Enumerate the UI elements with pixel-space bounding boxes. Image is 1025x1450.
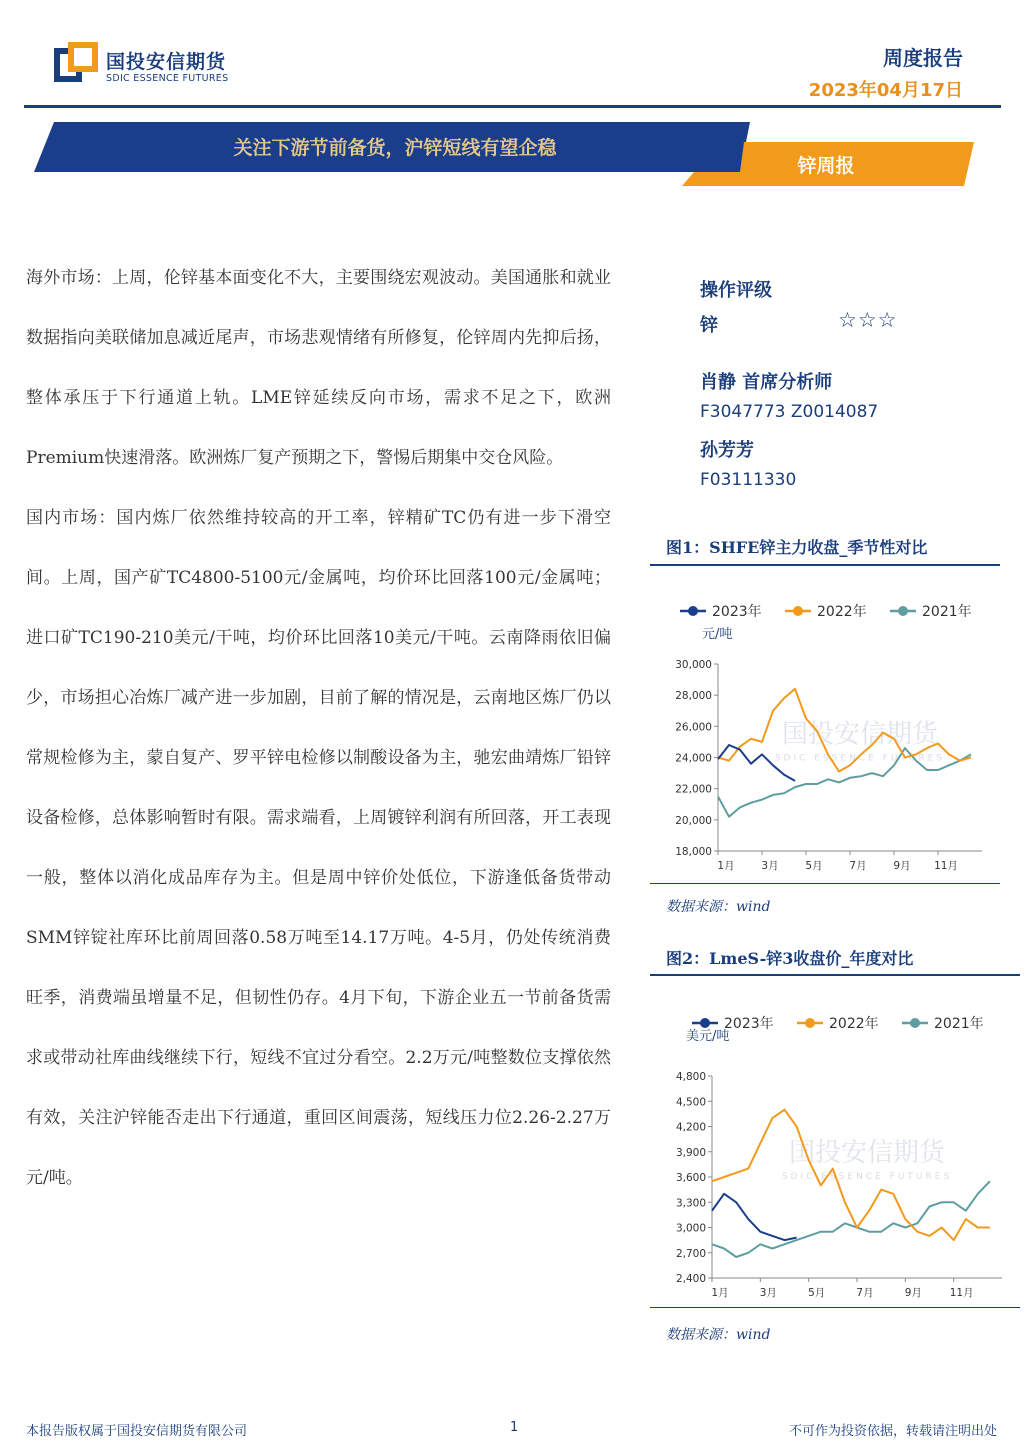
figure-1-chart [650, 590, 1000, 880]
watermark-text: 国投安信期货 [781, 719, 939, 750]
figure-2-title: 图2：LmeS-锌3收盘价_年度对比 [666, 949, 914, 968]
y-tick-label: 26,000 [675, 721, 712, 734]
body-text-column [26, 248, 611, 1208]
legend-swatch-marker [898, 606, 908, 616]
x-tick-label: 3月 [761, 860, 779, 872]
overseas-market-paragraph: 海外市场：上周，伦锌基本面变化不大，主要围绕宏观波动。美国通胀和就业数据指向美联储加息减近尾声，市场悲观情绪有所修复，伦锌周内先抑后扬，整体承压于下行通道上轨。LME锌延续反向市场，需求不足之下，欧洲Premium快速滑落。欧洲炼厂复产预期之下，警惕后期集中交仓风险。 [26, 268, 611, 468]
figure-1-title: 图1：SHFE锌主力收盘_季节性对比 [666, 538, 928, 557]
y-tick-label: 18,000 [675, 846, 712, 858]
legend-label: 2022年 [829, 1016, 879, 1032]
series-line-2021年 [712, 1181, 990, 1257]
report-type: 周度报告 [883, 46, 963, 70]
legend-swatch-marker [688, 606, 698, 616]
legend-swatch-marker [910, 1018, 920, 1028]
x-tick-label: 9月 [904, 1287, 922, 1299]
y-tick-label: 30,000 [675, 659, 712, 671]
logo-chinese-name: 国投安信期货 [106, 51, 227, 73]
banner-title: 关注下游节前备货，沪锌短线有望企稳 [233, 137, 557, 159]
figure-1-bottom-rule [650, 883, 1000, 884]
x-tick-label: 7月 [849, 860, 867, 872]
y-tick-label: 2,400 [675, 1273, 706, 1285]
x-tick-label: 9月 [893, 860, 911, 872]
logo-english-name: SDIC ESSENCE FUTURES [106, 73, 229, 84]
figure-1-rule [650, 564, 1000, 566]
x-tick-label: 7月 [856, 1287, 874, 1299]
x-tick-label: 1月 [717, 860, 735, 872]
x-tick-label: 3月 [759, 1287, 777, 1299]
analyst-name-2: 孙芳芳 [700, 440, 754, 461]
legend-swatch-marker [793, 606, 803, 616]
figure-2-chart [650, 1000, 1020, 1305]
x-tick-label: 11月 [934, 860, 958, 872]
legend-label: 2022年 [817, 604, 867, 620]
x-tick-label: 1月 [711, 1287, 729, 1299]
y-tick-label: 3,000 [675, 1222, 706, 1235]
footer-page-number: 1 [510, 1420, 519, 1435]
y-tick-label: 3,900 [675, 1146, 706, 1159]
footer-disclaimer: 不可作为投资依据，转载请注明出处 [788, 1424, 997, 1439]
y-tick-label: 24,000 [675, 752, 712, 765]
figure-1-source: 数据来源：wind [666, 899, 771, 915]
analyst-id-2: F03111330 [700, 470, 797, 490]
rating-title: 操作评级 [700, 280, 772, 301]
y-axis-unit: 元/吨 [702, 627, 733, 642]
y-tick-label: 22,000 [675, 783, 712, 796]
y-axis-unit: 美元/吨 [686, 1029, 730, 1044]
domestic-market-paragraph: 国内市场：国内炼厂依然维持较高的开工率，锌精矿TC仍有进一步下滑空间。上周，国产矿TC4800-5100元/金属吨，均价环比回落100元/金属吨；进口矿TC190-210美元/干吨，均价环比回落10美元/干吨。云南降雨依旧偏少，市场担心冶炼厂减产进一步加剧，目前了解的情况是，云南地区炼厂仍以常规检修为主，蒙自复产、罗平锌电检修以制酸设备为主，驰宏曲靖炼厂铅锌设备检修，总体影响暂时有限。需求端看，上周镀锌利润有所回落，开工表现一般，整体以消化成品库存为主。但是周中锌价处低位，下游逢低备货带动SMM锌锭社库环比前周回落0.58万吨至14.17万吨。4-5月，仍处传统消费旺季，消费端虽增量不足，但韧性仍存。4月下旬，下游企业五一节前备货需求或带动社库曲线继续下行，短线不宜过分看空。2.2万元/吨整数位支撑依然有效，关注沪锌能否走出下行通道，重回区间震荡，短线压力位2.26-2.27万元/吨。 [26, 508, 611, 1188]
report-date: 2023年04月17日 [808, 80, 963, 101]
x-tick-label: 11月 [949, 1287, 974, 1299]
watermark-english-text: SDIC ESSENCE FUTURES [774, 753, 946, 764]
legend-label: 2021年 [922, 604, 972, 620]
legend-label: 2023年 [724, 1016, 774, 1032]
x-tick-label: 5月 [808, 1287, 826, 1299]
legend-label: 2021年 [934, 1016, 984, 1032]
rating-stars: ☆☆☆ [838, 308, 898, 332]
rating-item: 锌 [700, 315, 718, 336]
analyst-id-1: F3047773 Z0014087 [700, 402, 879, 422]
y-tick-label: 20,000 [675, 814, 712, 827]
y-tick-label: 3,300 [675, 1197, 706, 1210]
legend-swatch-marker [700, 1018, 710, 1028]
x-tick-label: 5月 [805, 860, 823, 872]
y-tick-label: 4,500 [675, 1096, 706, 1109]
series-line-2023年 [712, 1194, 797, 1240]
watermark-text: 国投安信期货 [788, 1137, 946, 1168]
company-logo-mark [54, 42, 98, 82]
legend-swatch-marker [805, 1018, 815, 1028]
watermark-english-text: SDIC ESSENCE FUTURES [781, 1171, 953, 1182]
analyst-name-1: 肖静 首席分析师 [700, 372, 833, 393]
y-tick-label: 4,800 [675, 1071, 706, 1083]
legend-label: 2023年 [712, 604, 762, 620]
banner-tag: 锌周报 [797, 155, 855, 177]
y-tick-label: 4,200 [675, 1121, 706, 1134]
figure-2-rule [650, 974, 1020, 976]
header-divider [24, 105, 1001, 108]
y-tick-label: 3,600 [675, 1172, 706, 1184]
figure-2-source: 数据来源：wind [666, 1327, 771, 1343]
y-tick-label: 2,700 [675, 1247, 706, 1260]
y-tick-label: 28,000 [675, 690, 712, 703]
figure-2-bottom-rule [650, 1307, 1020, 1308]
footer-copyright: 本报告版权属于国投安信期货有限公司 [26, 1424, 248, 1439]
